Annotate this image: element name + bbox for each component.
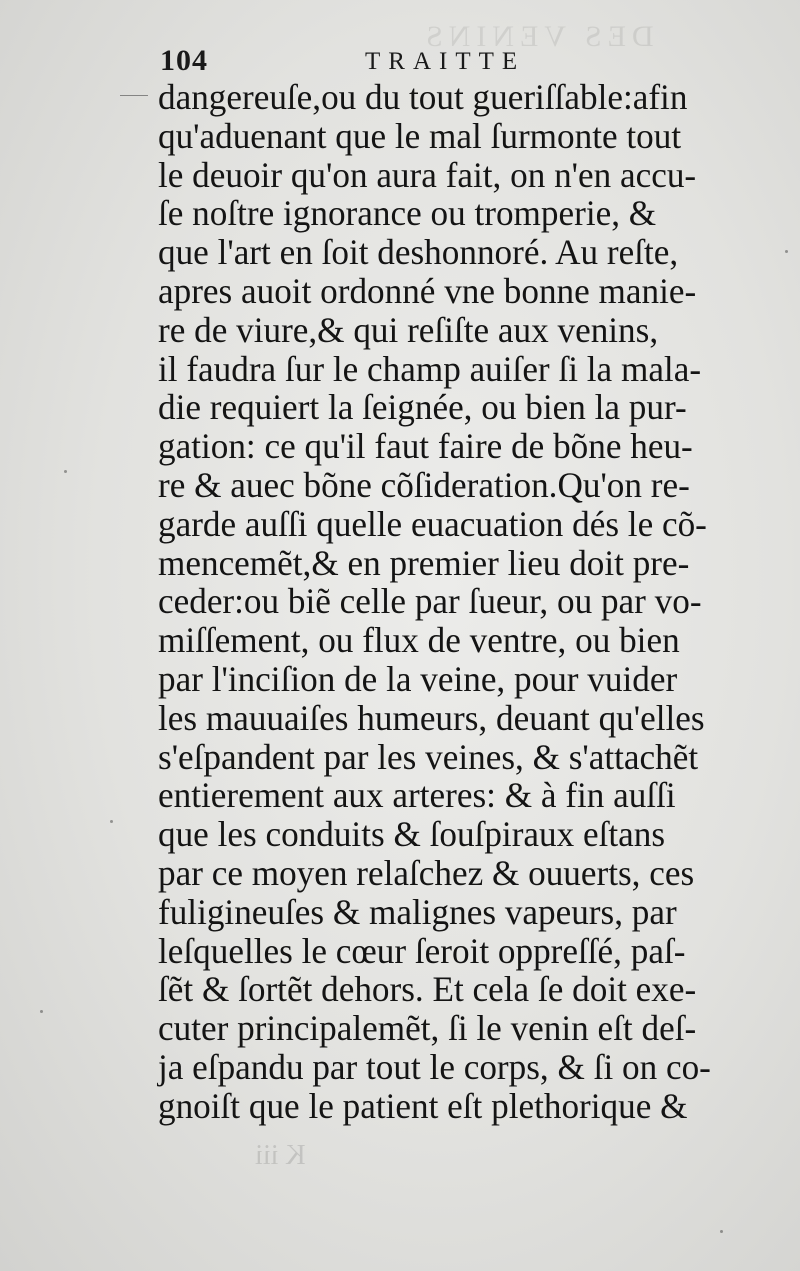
text-line: re & auec bõne cõſideration.Qu'on re- bbox=[158, 464, 690, 505]
text-line: gation: ce qu'il faut faire de bõne heu- bbox=[158, 426, 693, 467]
paper-speck bbox=[785, 250, 788, 253]
text-line: ſẽt & ſortẽt dehors. Et cela ſe doit exe- bbox=[158, 969, 697, 1010]
text-line: miſſement, ou flux de ventre, ou bien bbox=[158, 620, 680, 661]
text-line: il faudra ſur le champ auiſer ſi la mala- bbox=[158, 348, 702, 389]
text-line: fuligineuſes & malignes vapeurs, par bbox=[158, 891, 677, 932]
margin-mark bbox=[120, 95, 148, 96]
running-title: TRAITTE bbox=[365, 48, 526, 75]
text-line: que les conduits & ſouſpiraux eſtans bbox=[158, 814, 666, 855]
paper-speck bbox=[110, 820, 113, 823]
text-line: apres auoit ordonné vne bonne manie- bbox=[158, 270, 697, 311]
page-header bbox=[160, 44, 760, 80]
text-line: par ce moyen relaſchez & ouuerts, ces bbox=[158, 852, 695, 893]
text-line: s'eſpandent par les veines, & s'attachẽt bbox=[158, 736, 699, 777]
page-number: 104 bbox=[160, 44, 208, 77]
paper-speck bbox=[64, 470, 67, 473]
text-line: ceder:ou biẽ celle par ſueur, ou par vo- bbox=[158, 581, 702, 622]
text-line: ja eſpandu par tout le corps, & ſi on co- bbox=[158, 1046, 711, 1087]
text-line: le deuoir qu'on aura fait, on n'en accu- bbox=[158, 154, 697, 195]
text-line: par l'inciſion de la veine, pour vuider bbox=[158, 658, 678, 699]
text-line: leſquelles le cœur ſeroit oppreſſé, paſ- bbox=[158, 930, 686, 971]
text-line: entierement aux arteres: & à fin auſſi bbox=[158, 775, 676, 816]
text-line: dangereuſe,ou du tout gueriſſable:afin bbox=[158, 77, 688, 117]
text-line: les mauuaiſes humeurs, deuant qu'elles bbox=[158, 697, 705, 738]
show-through-signature: K iii bbox=[255, 1140, 306, 1171]
paper-speck bbox=[720, 1230, 723, 1233]
text-line: die requiert la ſeignée, ou bien la pur- bbox=[158, 387, 687, 428]
text-line: ſe noſtre ignorance ou tromperie, & bbox=[158, 193, 657, 234]
text-line: garde auſſi quelle euacuation dés le cõ- bbox=[158, 503, 707, 544]
show-through-header: DES VENINS bbox=[420, 20, 654, 53]
text-line: cuter principalemẽt, ſi le venin eſt deſ- bbox=[158, 1008, 697, 1049]
text-line: re de viure,& qui reſiſte aux venins, bbox=[158, 309, 659, 350]
text-line: mencemẽt,& en premier lieu doit pre- bbox=[158, 542, 690, 583]
text-line: qu'aduenant que le mal ſurmonte tout bbox=[158, 115, 682, 156]
body-text bbox=[158, 78, 770, 1126]
text-line: gnoiſt que le patient eſt plethorique & bbox=[158, 1085, 688, 1126]
paper-speck bbox=[40, 1010, 43, 1013]
text-line: que l'art en ſoit deshonnoré. Au reſte, bbox=[158, 232, 679, 273]
